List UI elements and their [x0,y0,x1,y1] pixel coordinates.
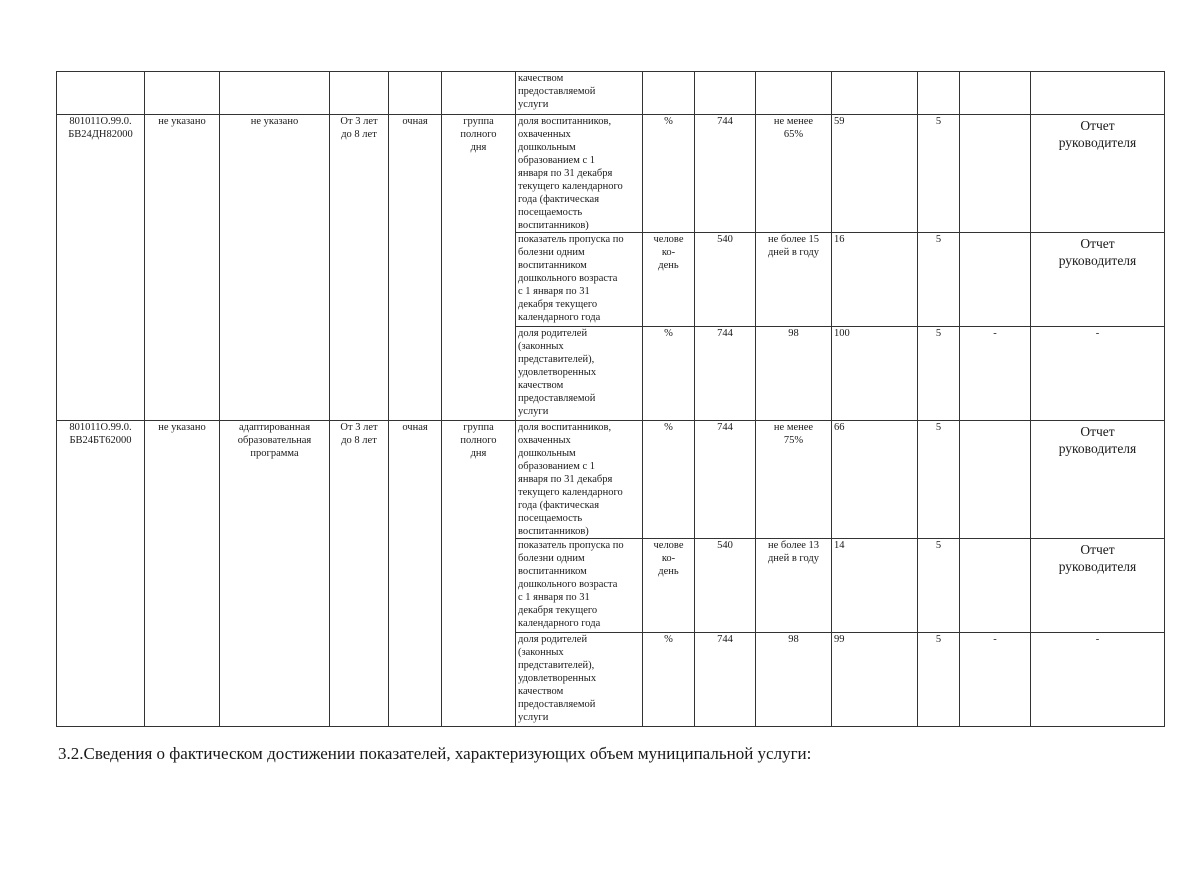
table-cell [145,72,220,115]
content-cell: не указано [145,115,220,421]
deviation-cell: 5 [918,233,960,327]
fact-cell: 66 [832,421,918,539]
reason-cell: Отчет руководителя [1031,115,1165,233]
table-cell [1031,72,1165,115]
table-cell [57,72,145,115]
service-code-cell: 801011О.99.0. БВ24БТ62000 [57,421,145,727]
table-row [57,72,1165,115]
indicator-cell: доля воспитанников, охваченных дошкольным образованием с 1 января по 31 декабря текущего календарного года (фактическая посещаемость воспитанников) [516,421,643,539]
deviation-cell: 5 [918,327,960,421]
fact-cell: 100 [832,327,918,421]
indicator-cell: доля родителей (законных представителей), удовлетворенных качеством предоставляемой услуги [516,633,643,727]
fact-cell: 59 [832,115,918,233]
okei-cell: 744 [695,327,756,421]
unit-cell: челове ко- день [643,233,695,327]
form-cell: очная [389,115,442,421]
unit-cell: % [643,115,695,233]
plan-cell: не менее 75% [756,421,832,539]
table-cell [832,72,918,115]
okei-cell: 744 [695,421,756,539]
okei-cell: 744 [695,115,756,233]
excess-cell [960,421,1031,539]
service-code-cell: 801011О.99.0. БВ24ДН82000 [57,115,145,421]
reason-cell: - [1031,327,1165,421]
excess-cell [960,539,1031,633]
indicators-table [56,71,1165,727]
table-row [57,115,1165,233]
deviation-cell: 5 [918,115,960,233]
stay-cell: группа полного дня [442,421,516,727]
indicator-cell: доля воспитанников, охваченных дошкольным образованием с 1 января по 31 декабря текущего календарного года (фактическая посещаемость воспитанников) [516,115,643,233]
deviation-cell: 5 [918,539,960,633]
reason-cell: Отчет руководителя [1031,539,1165,633]
reason-cell: Отчет руководителя [1031,421,1165,539]
age-cell: От 3 лет до 8 лет [330,421,389,727]
table-cell [220,72,330,115]
content-cell: адаптированная образовательная программа [220,421,330,727]
excess-cell: - [960,327,1031,421]
deviation-cell: 5 [918,633,960,727]
okei-cell: 540 [695,539,756,633]
plan-cell: не более 13 дней в году [756,539,832,633]
table-cell [695,72,756,115]
fact-cell: 14 [832,539,918,633]
table-cell [756,72,832,115]
age-cell: От 3 лет до 8 лет [330,115,389,421]
reason-cell: - [1031,633,1165,727]
unit-cell: % [643,421,695,539]
fact-cell: 16 [832,233,918,327]
table-cell [389,72,442,115]
plan-cell: 98 [756,633,832,727]
fact-cell: 99 [832,633,918,727]
unit-cell: % [643,633,695,727]
table-cell [918,72,960,115]
table-cell [960,72,1031,115]
deviation-cell: 5 [918,421,960,539]
stay-cell: группа полного дня [442,115,516,421]
unit-cell: % [643,327,695,421]
excess-cell [960,233,1031,327]
content-cell: не указано [220,115,330,421]
plan-cell: не менее 65% [756,115,832,233]
table-cell [330,72,389,115]
form-cell: очная [389,421,442,727]
table-row [57,421,1165,539]
okei-cell: 744 [695,633,756,727]
section-heading: 3.2.Сведения о фактическом достижении показателей, характеризующих объем муниципальной услуги: [58,744,812,763]
okei-cell: 540 [695,233,756,327]
table-cell [643,72,695,115]
indicator-cell: доля родителей (законных представителей), удовлетворенных качеством предоставляемой услуги [516,327,643,421]
indicator-cell: показатель пропуска по болезни одним воспитанником дошкольного возраста с 1 января по 31 декабря текущего календарного года [516,233,643,327]
unit-cell: челове ко- день [643,539,695,633]
excess-cell: - [960,633,1031,727]
indicator-cell: показатель пропуска по болезни одним воспитанником дошкольного возраста с 1 января по 31 декабря текущего календарного года [516,539,643,633]
reason-cell: Отчет руководителя [1031,233,1165,327]
indicator-cell: качеством предоставляемой услуги [516,72,643,115]
excess-cell [960,115,1031,233]
table-cell [442,72,516,115]
plan-cell: не более 15 дней в году [756,233,832,327]
plan-cell: 98 [756,327,832,421]
content-cell: не указано [145,421,220,727]
